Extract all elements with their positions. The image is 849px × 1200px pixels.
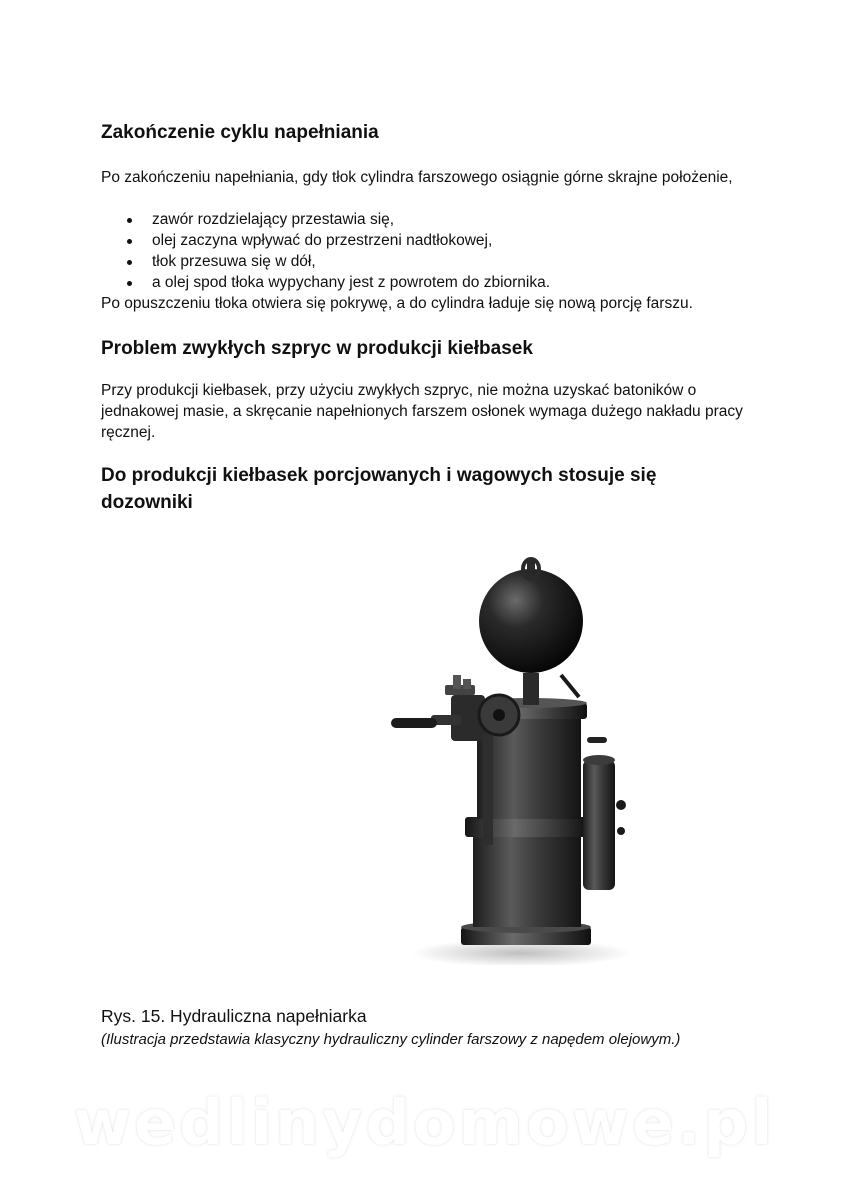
paragraph-outro: Po opuszczeniu tłoka otwiera się pokrywę, a do cylindra ładuje się nową porcję farszu.: [101, 295, 693, 312]
watermark-text: wedlinydomowe.pl: [73, 1086, 776, 1159]
list-item: a olej spod tłoka wypychany jest z powrotem do zbiornika.: [101, 272, 550, 293]
list-item: tłok przesuwa się w dół,: [101, 251, 550, 272]
list-item: zawór rozdzielający przestawia się,: [101, 209, 550, 230]
list-item: olej zaczyna wpływać do przestrzeni nadtłokowej,: [101, 230, 550, 251]
section-heading-syringe-problem: Problem zwykłych szpryc w produkcji kiełbasek: [101, 338, 533, 359]
bullet-list: [101, 209, 550, 293]
paragraph-intro: Po zakończeniu napełniania, gdy tłok cylindra farszowego osiągnie górne skrajne położenie,: [101, 169, 733, 186]
section-heading-dosers: Do produkcji kiełbasek porcjowanych i wagowych stosuje się dozowniki: [101, 465, 657, 513]
section-heading-cycle-end: Zakończenie cyklu napełniania: [101, 122, 379, 143]
paragraph-syringe-problem: Przy produkcji kiełbasek, przy użyciu zwykłych szpryc, nie można uzyskać batoników o jednakowej masie, a skręcanie napełnionych farszem osłonek wymaga dużego nakładu pracy ręcznej.: [101, 382, 743, 441]
hydraulic-filler-illustration: [391, 555, 631, 965]
figure-caption: Rys. 15. Hydrauliczna napełniarka: [101, 1006, 367, 1026]
figure-note: (Ilustracja przedstawia klasyczny hydrauliczny cylinder farszowy z napędem olejowym.): [101, 1031, 681, 1048]
